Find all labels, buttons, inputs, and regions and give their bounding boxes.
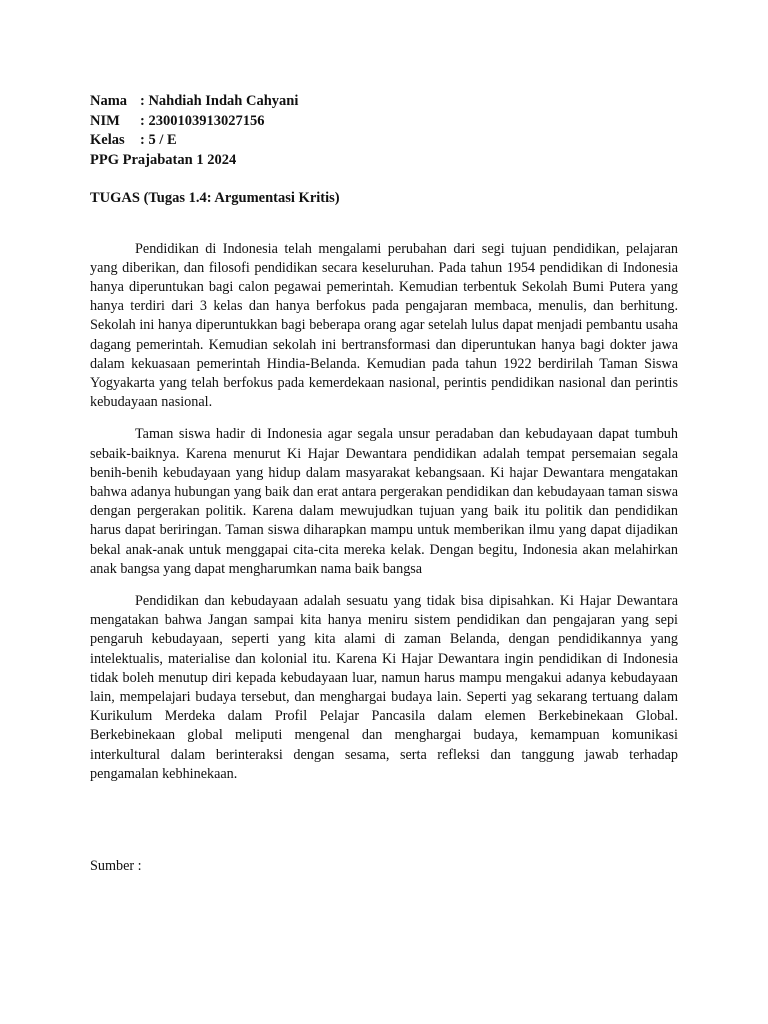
- student-class-line: [90, 131, 678, 151]
- sources-label: Sumber :: [90, 858, 142, 874]
- nim-value: : 2300103913027156: [140, 112, 265, 129]
- class-value: : 5 / E: [140, 132, 177, 148]
- paragraph-1: Pendidikan di Indonesia telah mengalami perubahan dari segi tujuan pendidikan, pelajaran yang diberikan, dan filosofi pendidikan secara keseluruhan. Pada tahun 1954 pendidikan di Indonesia hanya diperuntukan bagi calon pegawai pemerintah. Kemudian terbentuk Sekolah Bumi Putera yang hanya terdiri dari 3 kelas dan hanya berfokus pada pengajaran membaca, menulis, dan berhitung. Sekolah ini hanya diperuntukkan bagi beberapa orang agar setelah lulus dapat menjadi pembantu usaha dagang pemerintah. Kemudian sekolah ini bertransformasi dan diperuntukan hanya bagi dokter jawa dalam kekuasaan pemerintah Hindia-Belanda. Kemudian pada tahun 1922 berdirilah Taman Siswa Yogyakarta yang telah berfokus pada kemerdekaan nasional, perintis pendidikan nasional dan perintis kebudayaan nasional.: [90, 240, 678, 411]
- paragraph-2: Taman siswa hadir di Indonesia agar segala unsur peradaban dan kebudayaan dapat tumbuh sebaik-baiknya. Karena menurut Ki Hajar Dewantara pendidikan adalah tempat persemaian segala benih-benih kebudayaan yang hidup dalam masyarakat kebangsaan. Ki hajar Dewantara mengatakan bahwa adanya hubungan yang baik dan erat antara pergerakan pendidikan dan kebudayaan taman siswa dengan pergerakan politik. Karena dalam mewujudkan tujuan yang baik itu politik dan pendidikan harus dapat beriringan. Taman siswa diharapkan mampu untuk memberikan ilmu yang dapat dijadikan bekal anak-anak untuk menggapai cita-cita mereka kelak. Dengan begitu, Indonesia akan melahirkan anak bangsa yang dapat mengharumkan nama baik bangsa: [90, 426, 678, 577]
- program-line: PPG Prajabatan 1 2024: [90, 151, 237, 168]
- nim-label: NIM: [90, 112, 120, 129]
- paragraph-3: Pendidikan dan kebudayaan adalah sesuatu yang tidak bisa dipisahkan. Ki Hajar Dewantara mengatakan bahwa Jangan sampai kita hanya meniru sistem pendidikan dan pengajaran yang sepi pengaruh kebudayaan, seperti yang kita alami di zaman Belanda, dengan pendidikannya yang intelektualis, materialise dan kolonial itu. Karena Ki Hajar Dewantara ingin pendidikan di Indonesia tidak boleh menutup diri kepada kebudayaan luar, namun harus mampu mengakui adanya kebudayaan lain, mempelajari budaya tersebut, dan menghargai budaya lain. Seperti yag sekarang tertuang dalam Kurikulum Merdeka dalam Profil Pelajar Pancasila dalam elemen Berkebinekaan Global. Berkebinekaan global meliputi mengenal dan menghargai budaya, kemampuan komunikasi interkultural dalam berinteraksi dengan sesama, serta refleksi dan tanggung jawab terhadap pengamalan kebhinekaan.: [90, 592, 678, 782]
- student-name-line: [90, 92, 678, 112]
- task-title: TUGAS (Tugas 1.4: Argumentasi Kritis): [90, 190, 340, 206]
- name-value: : Nahdiah Indah Cahyani: [140, 93, 299, 109]
- class-label: Kelas: [90, 132, 125, 148]
- document-page: [90, 92, 678, 784]
- name-label: Nama: [90, 93, 128, 109]
- student-nim-line: [90, 112, 678, 132]
